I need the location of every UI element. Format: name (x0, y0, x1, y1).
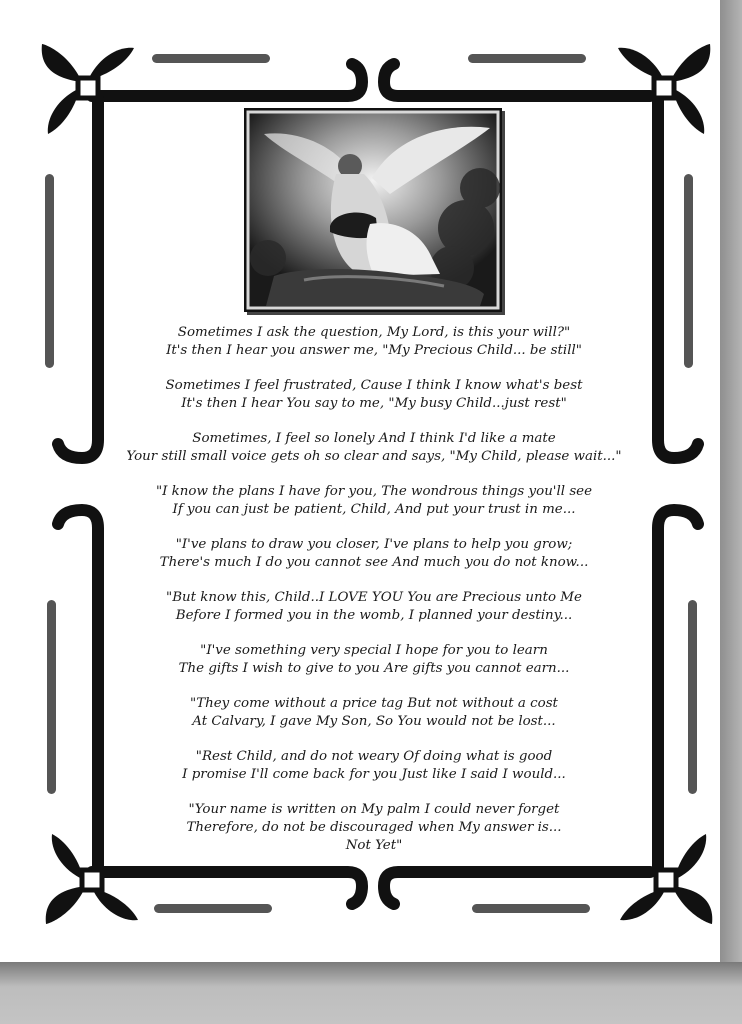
bottom-right-rail (384, 872, 650, 904)
poem-line: I promise I'll come back for you Just like I said I would... (182, 767, 566, 782)
stanza (100, 801, 648, 855)
poem-line: "But know this, Child..I LOVE YOU You are Precious unto Me (166, 590, 582, 605)
poem-line: "I know the plans I have for you, The wondrous things you'll see (155, 484, 593, 499)
poem-line: Sometimes I feel frustrated, Cause I think I know what's best (165, 378, 583, 393)
stanza (100, 642, 648, 678)
bottom-left-rail (92, 872, 362, 904)
stanza (100, 430, 648, 466)
top-left-rail (92, 64, 362, 96)
stanza (100, 377, 648, 413)
poem-line: It's then I hear You say to me, "My busy Child...just rest" (181, 396, 567, 411)
stanza (100, 695, 648, 731)
poem-line: Your still small voice gets oh so clear and says, "My Child, please wait..." (126, 449, 622, 464)
corner-ornament-top-right (618, 44, 710, 134)
poem-text (100, 324, 648, 872)
poem-line: "I've plans to draw you closer, I've plans to help you grow; (175, 537, 573, 552)
corner-ornament-top-left (42, 44, 134, 134)
poem-line: The gifts I wish to give to you Are gifts you cannot earn... (178, 661, 570, 676)
poem-line: Sometimes I ask the question, My Lord, is this your will?" (177, 325, 571, 340)
left-lower-rail (58, 510, 98, 870)
poem-line: Before I formed you in the womb, I planned your destiny... (175, 608, 573, 623)
poem-line: There's much I do you cannot see And much you do not know... (159, 555, 589, 570)
poem-line: Therefore, do not be discouraged when My answer is... (186, 820, 562, 835)
poem-line: Sometimes, I feel so lonely And I think I'd like a mate (192, 431, 556, 446)
left-upper-rail (58, 98, 98, 458)
top-right-rail (384, 64, 650, 96)
poem-line-closing: Not Yet" (345, 838, 403, 853)
poem-line: "Your name is written on My palm I could never forget (188, 802, 560, 817)
stanza (100, 536, 648, 572)
stanza (100, 324, 648, 360)
stanza (100, 483, 648, 519)
angel-illustration (244, 108, 502, 312)
poem-line: "I've something very special I hope for you to learn (200, 643, 548, 658)
stanza (100, 589, 648, 625)
poem-line: If you can just be patient, Child, And put your trust in me... (172, 502, 576, 517)
poem-line: "They come without a price tag But not without a cost (190, 696, 558, 711)
poem-line: "Rest Child, and do not weary Of doing what is good (195, 749, 553, 764)
poem-line: At Calvary, I gave My Son, So You would not be lost... (192, 714, 556, 729)
stanza (100, 748, 648, 784)
poem-line: It's then I hear you answer me, "My Precious Child... be still" (166, 343, 582, 358)
